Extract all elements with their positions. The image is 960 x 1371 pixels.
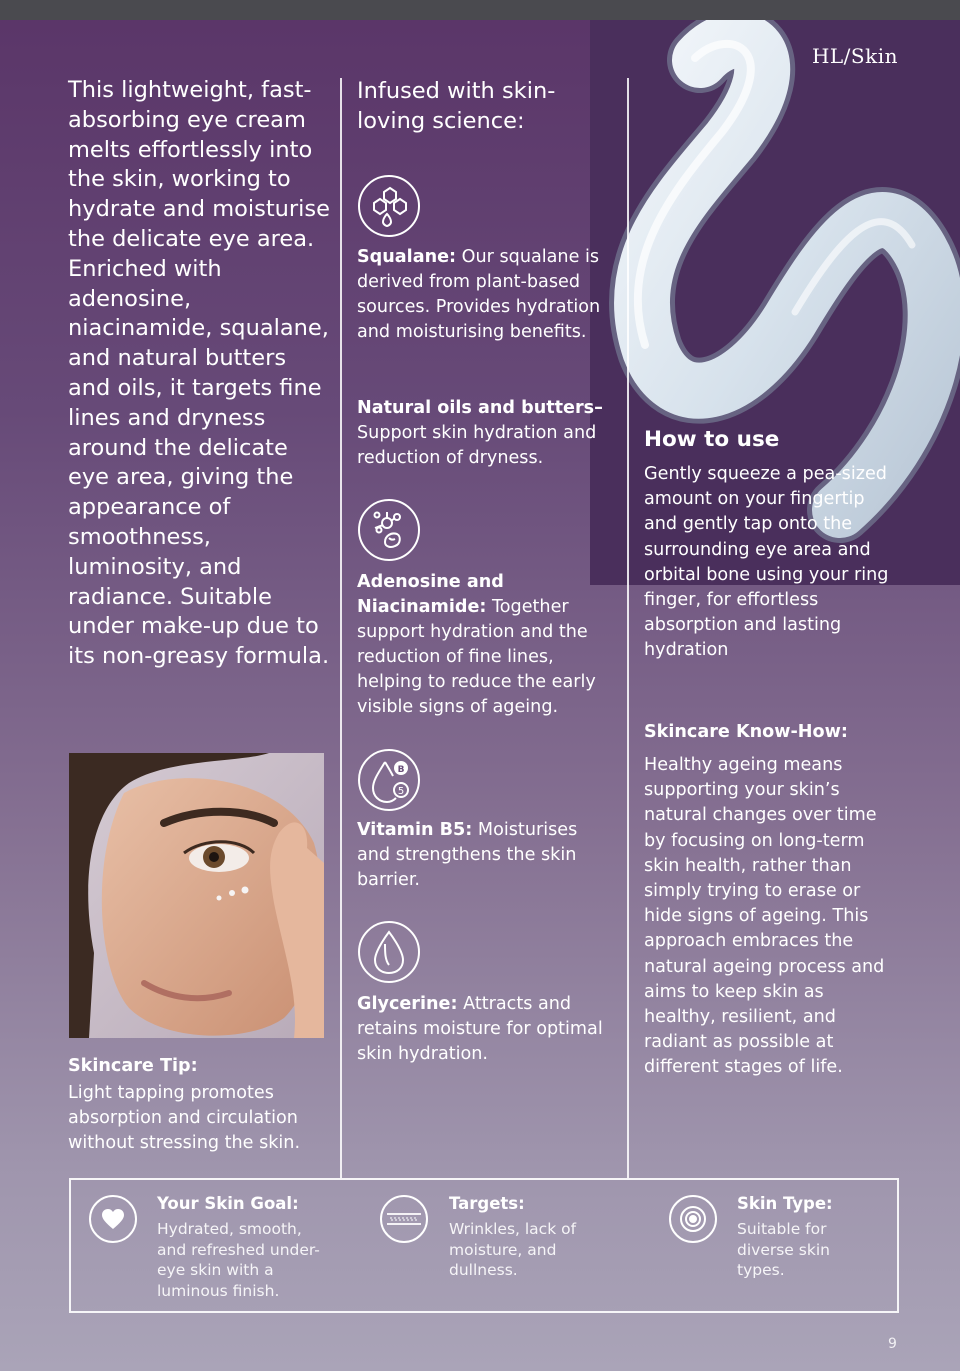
skin-type-title: Skin Type: (737, 1194, 833, 1213)
product-info-box (69, 1178, 899, 1313)
skin-texture-icon (379, 1194, 429, 1244)
ingredient-name: Glycerine: (357, 994, 458, 1014)
ingredient-vitamin-b5 (357, 818, 611, 893)
ingredient-name: Vitamin B5: (357, 820, 473, 840)
ingredient-desc: Together support hydration and the reduction of fine lines, helping to reduce the early visible signs of ageing. (357, 597, 596, 717)
ingredient-name: Adenosine and Niacinamide: (357, 572, 504, 617)
target-circles-icon (668, 1194, 718, 1244)
skincare-knowhow-text: Healthy ageing means supporting your skin’s natural changes over time by focusing on long-term skin health, rather than simply trying to erase or hide signs of ageing. This approach embraces the natural ageing process and aims to keep skin as healthy, resilient, and radiant as possible at different stages of life. (644, 755, 885, 1078)
column-divider-1 (340, 78, 342, 1178)
ingredient-desc: Our squalane is derived from plant-based sources. Provides hydration and moisturising benefits. (357, 247, 601, 342)
molecule-hexagon-icon (357, 174, 421, 238)
skin-type-text: Suitable for diverse skin types. (737, 1220, 830, 1279)
ingredient-adenosine-niacinamide (357, 570, 611, 720)
ingredient-desc: Moisturises and strengthens the skin barrier. (357, 820, 578, 890)
skincare-tip-text: Light tapping promotes absorption and circulation without stressing the skin. (68, 1083, 301, 1154)
top-strip (0, 0, 960, 20)
targets-title: Targets: (449, 1194, 525, 1213)
brand-label: HL/Skin (811, 44, 898, 68)
ingredient-name: Natural oils and butters– (357, 398, 603, 418)
svg-text:B: B (397, 765, 405, 775)
skincare-knowhow-title: Skincare Know-How: (644, 722, 848, 742)
skin-goal-title: Your Skin Goal: (157, 1194, 299, 1213)
molecule-bubbles-icon (357, 498, 421, 562)
ingredients-heading: Infused with skin-loving science: (357, 78, 556, 134)
drop-icon (357, 920, 421, 984)
skin-goal-text: Hydrated, smooth, and refreshed under-eye skin with a luminous finish. (157, 1220, 320, 1300)
ingredient-desc: Attracts and retains moisture for optimal skin hydration. (357, 994, 603, 1064)
ingredient-name: Squalane: (357, 247, 457, 267)
ingredient-glycerine (357, 992, 611, 1067)
intro-paragraph: This lightweight, fast-absorbing eye cream melts effortlessly into the skin, working to hydrate and moisturise the delicate eye area. Enriched with adenosine, niacinamide, squalane, and natural butters and oils, it targets fine lines and dryness around the delicate eye area, giving the appearance of smoothness, luminosity, and radiance. Suitable under make-up due to its non-greasy formula. (68, 77, 331, 670)
heart-icon (88, 1194, 138, 1244)
column-divider-2 (627, 78, 629, 1178)
targets-text: Wrinkles, lack of moisture, and dullness. (449, 1220, 577, 1279)
ingredient-desc: Support skin hydration and reduction of dryness. (357, 423, 597, 468)
ingredient-oils-butters (357, 396, 611, 471)
ingredient-squalane (357, 245, 611, 345)
skincare-tip-title: Skincare Tip: (68, 1056, 198, 1076)
page-number: 9 (888, 1336, 897, 1352)
how-to-use-text: Gently squeeze a pea-sized amount on your fingertip and gently tap onto the surrounding eye area and orbital bone using your ring finger, for effortless absorption and lasting hydration (644, 464, 889, 661)
model-portrait-image (69, 753, 324, 1038)
vitamin-b5-drop-icon (357, 748, 421, 812)
svg-text:5: 5 (397, 786, 405, 797)
how-to-use-title: How to use (644, 427, 780, 452)
